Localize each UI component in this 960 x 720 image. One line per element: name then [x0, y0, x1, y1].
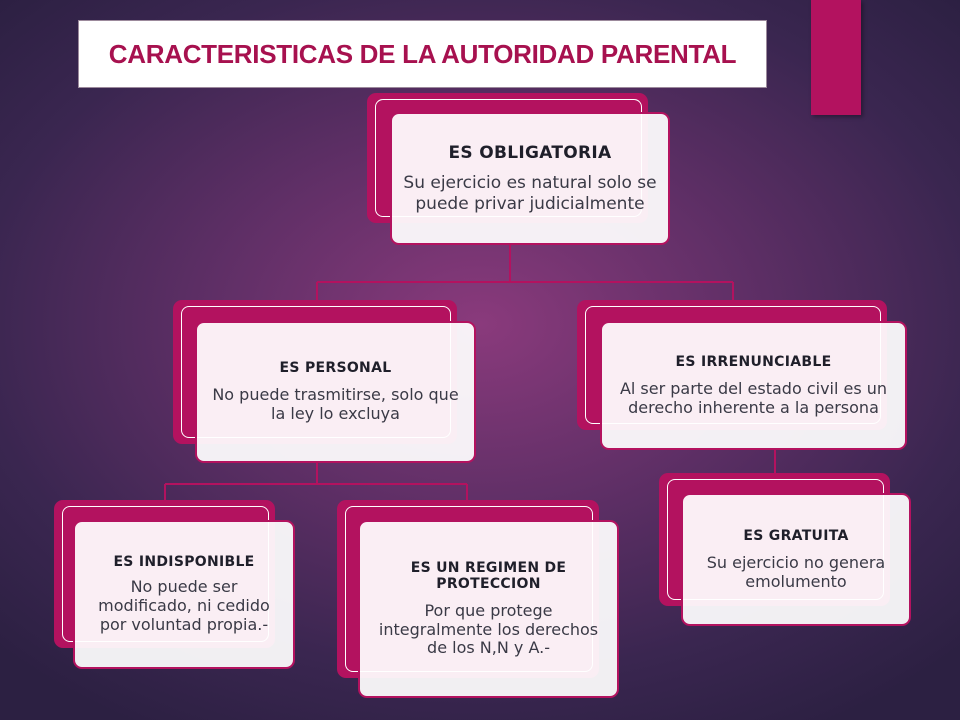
node-heading: ES INDISPONIBLE [113, 554, 255, 571]
slide-title: CARACTERISTICAS DE LA AUTORIDAD PARENTAL [108, 38, 737, 69]
node-text: No puede trasmitirse, solo que la ley lo excluya [212, 385, 459, 423]
node-text: Su ejercicio no genera emolumento [706, 552, 886, 591]
node-heading: ES IRRENUNCIABLE [675, 353, 832, 370]
node-text: Su ejercicio es natural solo se puede privar judicialmente [403, 173, 657, 214]
node-heading: ES OBLIGATORIA [448, 143, 612, 164]
node-heading: ES UN REGIMEN DE PROTECCION [410, 559, 567, 592]
node-heading: ES PERSONAL [279, 360, 392, 377]
node-heading: ES GRATUITA [743, 527, 849, 544]
node-text: Por que protege integralmente los derechos de los N,N y A.- [378, 600, 599, 658]
node-text: Al ser parte del estado civil es un derecho inherente a la persona [619, 378, 888, 417]
node-text: No puede ser modificado, ni cedido por voluntad propia.- [98, 577, 270, 634]
